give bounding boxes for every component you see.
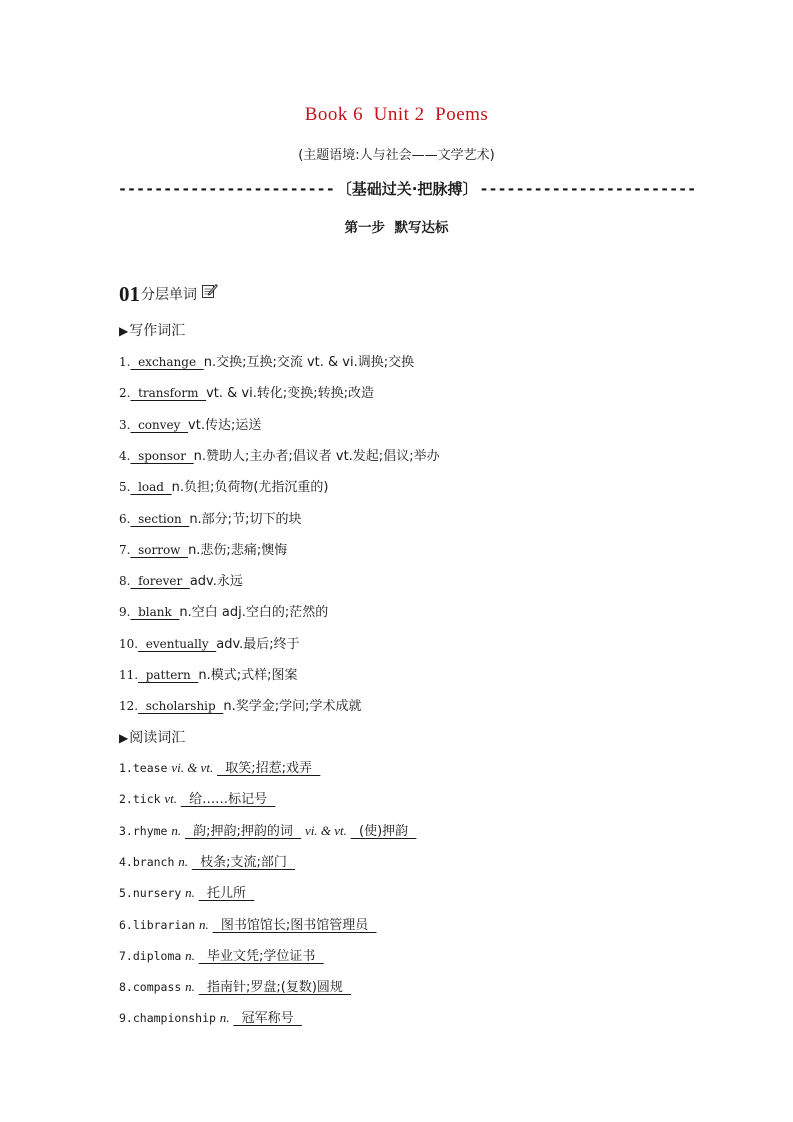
item-number: 4.	[119, 448, 131, 463]
section-banner	[118, 178, 793, 200]
part-of-speech: vi. & vt.	[171, 760, 214, 775]
definition: n.空白 adj.空白的;茫然的	[179, 605, 329, 621]
part-of-speech: n.	[199, 916, 209, 932]
item-number: 5.	[119, 886, 133, 901]
part-of-speech: n.	[219, 1010, 230, 1026]
answer-blank: 取笑;招惹;戏弄	[217, 761, 321, 776]
item-number: 11.	[119, 668, 139, 682]
list-item	[119, 822, 416, 841]
item-number: 7.	[119, 948, 133, 963]
answer-blank: eventually	[138, 636, 217, 651]
pencil-icon	[201, 282, 218, 303]
list-item	[119, 947, 324, 966]
answer-blank: sorrow	[130, 542, 189, 557]
section-heading	[119, 282, 218, 305]
answer-blank: 枝条;支流;部门	[191, 854, 296, 870]
list-item	[119, 790, 275, 809]
vocab-word: tick	[132, 792, 161, 807]
list-item	[119, 884, 254, 903]
answer-blank: blank	[130, 605, 180, 620]
list-item	[119, 353, 414, 372]
definition: n.赞助人;主办者;倡议者 vt.发起;倡议;举办	[193, 448, 440, 464]
section-number: 01	[119, 282, 140, 306]
answer-blank: forever	[130, 574, 190, 589]
item-number: 8.	[119, 574, 131, 589]
item-number: 3.	[119, 417, 131, 432]
answer-blank: 毕业文凭;学位证书	[198, 948, 324, 964]
answer-blank: 指南针;罗盘;(复数)圆规	[198, 980, 352, 996]
list-item	[119, 759, 320, 778]
item-number: 1.	[119, 761, 133, 775]
item-number: 2.	[119, 386, 131, 401]
page-title: Book 6 Unit 2 Poems	[304, 104, 489, 125]
list-item	[119, 478, 329, 497]
answer-blank: pattern	[138, 668, 199, 682]
part-of-speech: n.	[171, 822, 182, 838]
banner-label: 〔基础过关·把脉搏〕	[336, 180, 478, 198]
writing-vocab-heading: ▶写作词汇	[119, 323, 186, 339]
list-item	[119, 697, 361, 716]
definition: n.负担;负荷物(尤指沉重的)	[171, 480, 329, 496]
item-number: 8.	[119, 980, 133, 995]
part-of-speech: vi. & vt.	[305, 822, 347, 838]
part-of-speech: n.	[185, 885, 195, 901]
section-label: 分层单词	[141, 287, 197, 303]
list-item	[119, 978, 351, 997]
answer-blank: scholarship	[138, 699, 224, 714]
list-item	[119, 635, 300, 654]
list-item	[119, 666, 298, 685]
part-of-speech: vt.	[164, 791, 178, 807]
list-item	[119, 541, 287, 560]
definition: n.悲伤;悲痛;懊悔	[188, 542, 288, 558]
banner-dashes-left: ------------------------	[118, 180, 335, 198]
list-item	[119, 916, 377, 935]
item-number: 1.	[119, 355, 131, 369]
answer-blank: load	[130, 480, 172, 495]
banner-dashes-right: ------------------------	[479, 180, 697, 198]
vocab-word: librarian	[132, 917, 196, 932]
vocab-word: rhyme	[132, 823, 168, 838]
definition: n.交换;互换;交流 vt. & vi.调换;交换	[203, 355, 415, 370]
vocab-word: nursery	[132, 886, 182, 901]
item-number: 3.	[119, 823, 133, 838]
list-item	[119, 603, 328, 622]
definition: adv.最后;终于	[216, 636, 300, 652]
item-number: 6.	[119, 917, 133, 932]
answer-blank: 给……标记号	[180, 792, 276, 808]
answer-blank: sponsor	[130, 448, 194, 463]
answer-blank: convey	[130, 417, 189, 432]
item-number: 4.	[119, 854, 133, 869]
vocab-word: diploma	[132, 948, 182, 963]
answer-blank: 托儿所	[198, 886, 255, 902]
answer-blank: 图书馆馆长;图书馆管理员	[212, 917, 377, 933]
list-item	[119, 510, 301, 529]
item-number: 2.	[119, 792, 133, 807]
list-item	[119, 1009, 302, 1028]
definition: adv.永远	[189, 574, 243, 590]
part-of-speech: n.	[185, 979, 195, 995]
definition: n.部分;节;切下的块	[189, 511, 302, 527]
answer-blank: (使)押韵	[350, 823, 417, 839]
definition: n.模式;式样;图案	[198, 668, 298, 683]
answer-blank: section	[130, 511, 190, 526]
definition: n.奖学金;学问;学术成就	[223, 699, 362, 715]
vocab-word: tease	[132, 761, 168, 775]
theme-context: (主题语境:人与社会——文学艺术)	[298, 148, 495, 163]
definition: vt. & vi.转化;变换;转换;改造	[206, 386, 374, 402]
answer-blank: exchange	[130, 355, 204, 369]
list-item	[119, 572, 243, 591]
vocab-word: branch	[132, 854, 175, 869]
item-number: 5.	[119, 480, 131, 495]
list-item	[119, 416, 261, 435]
list-item	[119, 384, 374, 403]
vocab-word: compass	[132, 980, 182, 995]
vocab-word: championship	[132, 1011, 216, 1026]
answer-blank: transform	[130, 386, 207, 401]
item-number: 7.	[119, 542, 131, 557]
answer-blank: 冠军称号	[233, 1011, 302, 1027]
reading-vocab-heading: ▶阅读词汇	[119, 730, 186, 746]
definition: vt.传达;运送	[188, 417, 262, 433]
part-of-speech: n.	[185, 947, 195, 963]
item-number: 9.	[119, 1011, 133, 1026]
item-number: 9.	[119, 605, 131, 620]
answer-blank: 韵;押韵;押韵的词	[184, 823, 302, 839]
list-item	[119, 447, 440, 466]
list-item	[119, 853, 295, 872]
item-number: 6.	[119, 511, 131, 526]
triangle-bullet-icon: ▶	[119, 731, 129, 745]
item-number: 12.	[119, 699, 139, 714]
step-heading: 第一步 默写达标	[344, 220, 449, 236]
part-of-speech: n.	[178, 853, 188, 869]
item-number: 10.	[119, 636, 139, 651]
triangle-bullet-icon: ▶	[119, 324, 129, 338]
